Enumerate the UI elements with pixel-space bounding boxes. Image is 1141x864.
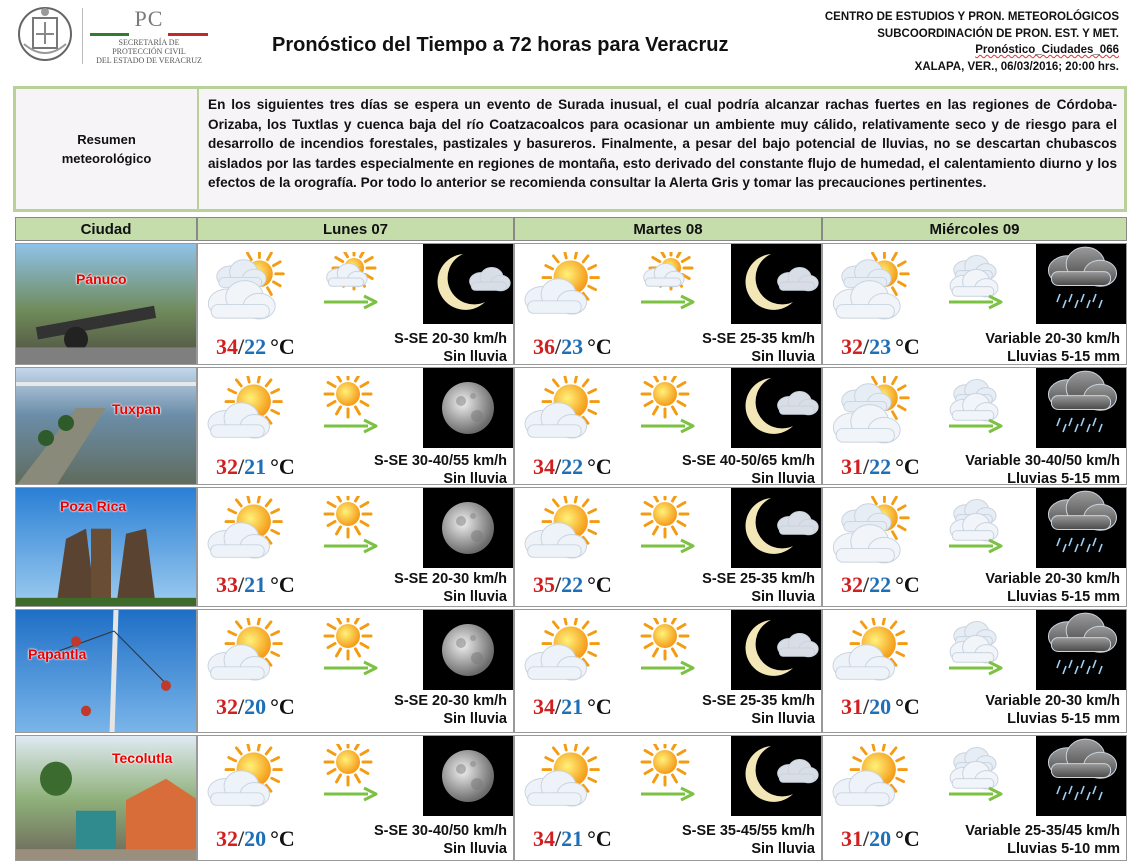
wind-rain-info (985, 692, 1120, 728)
wind-speed: S-SE 35-45/55 km/h (682, 823, 815, 839)
temp-min: 20 (244, 826, 267, 851)
wind-rain-info (702, 570, 815, 606)
forecast-cell (822, 243, 1127, 365)
rain-amount: Sin lluvia (751, 471, 815, 485)
temp-unit: °C (587, 334, 612, 359)
wind-rain-info (965, 822, 1120, 858)
temperature (216, 694, 295, 720)
temp-slash: / (863, 572, 870, 597)
column-header: Ciudad (15, 217, 197, 241)
sun-small-icon (322, 618, 382, 680)
city-name: Poza Rica (60, 498, 127, 514)
wind-rain-info (985, 570, 1120, 606)
temp-max: 34 (216, 334, 238, 359)
temp-min: 20 (869, 694, 892, 719)
sun-cloud-icon (521, 252, 607, 328)
wind-rain-info (682, 452, 815, 485)
wind-rain-info (965, 452, 1120, 485)
temp-max: 35 (533, 572, 555, 597)
temperature (216, 572, 295, 598)
temp-min: 20 (869, 826, 892, 851)
sun-small-icon (639, 618, 699, 680)
temp-max: 32 (841, 572, 863, 597)
rain-amount: Sin lluvia (443, 589, 507, 605)
sun-small-icon (639, 744, 699, 806)
wind-rain-info (985, 330, 1120, 365)
pc-logo-subtitle-1: SECRETARÍA DE (118, 38, 180, 47)
column-header: Martes 08 (514, 217, 822, 241)
temperature (216, 334, 295, 360)
moon-cloud-icon (731, 488, 821, 568)
temp-slash: / (863, 694, 870, 719)
wind-rain-info (394, 692, 507, 728)
temp-min: 20 (244, 694, 267, 719)
forecast-cell (514, 367, 822, 485)
wind-speed: Variable 30-40/50 km/h (965, 453, 1120, 469)
temp-min: 21 (244, 454, 267, 479)
moon-cloud-icon (731, 368, 821, 448)
summary-text: En los siguientes tres días se espera un evento de Surada inusual, el cual podría alcanzar rachas fuertes en las regiones de Córdoba-Orizaba, los Tuxtlas y cuenca baja del río Coatzacoalcos para ocasionar un ambiente muy cálido, relativamente seco y de riesgo para el desarrollo de incendios forestales, pastizales y basureros. Finalmente, a pesar del bajo potencial de lluvias, no se descartan chubascos aislados por las tardes especialmente en regiones de montaña, esto derivado del constante flujo de humedad, el calentamiento diurno y los efectos de la orografía. Por todo lo anterior se recomienda consultar la Alerta Gris y tomar las precauciones pertinentes. (208, 97, 1117, 191)
temp-slash: / (238, 694, 245, 719)
partly-cloudy-small-icon (322, 252, 382, 314)
temp-unit: °C (895, 454, 920, 479)
temp-slash: / (555, 454, 562, 479)
wind-speed: S-SE 40-50/65 km/h (682, 453, 815, 469)
rain-cloud-icon (1036, 610, 1126, 690)
temp-unit: °C (270, 694, 295, 719)
temp-unit: °C (895, 572, 920, 597)
temp-min: 22 (561, 572, 584, 597)
temp-max: 32 (841, 334, 863, 359)
issuer-info (825, 9, 1119, 75)
forecast-cell (822, 367, 1127, 485)
wind-rain-info (394, 570, 507, 606)
temp-unit: °C (587, 694, 612, 719)
sun-small-icon (639, 496, 699, 558)
temp-max: 34 (533, 826, 555, 851)
sun-cloud-icon (829, 744, 915, 820)
temp-min: 21 (561, 694, 584, 719)
wind-speed: Variable 20-30 km/h (985, 693, 1120, 709)
table-row (15, 609, 1127, 733)
partly-cloudy-icon (204, 252, 290, 328)
temp-max: 34 (533, 454, 555, 479)
temp-unit: °C (587, 826, 612, 851)
rain-amount: Sin lluvia (751, 589, 815, 605)
issuer-line-3: Pronóstico_Ciudades_066 (975, 44, 1119, 56)
partly-cloudy-icon (829, 252, 915, 328)
temp-max: 32 (216, 694, 238, 719)
forecast-cell (822, 735, 1127, 861)
temp-max: 32 (216, 454, 238, 479)
moon-cloud-icon (423, 244, 513, 324)
rain-cloud-icon (1036, 736, 1126, 816)
temperature (841, 572, 920, 598)
city-name: Tecolutla (112, 750, 173, 766)
sun-cloud-icon (521, 496, 607, 572)
temp-min: 23 (561, 334, 584, 359)
temperature (533, 454, 612, 480)
pc-logo-subtitle-2: PROTECCIÓN CIVIL (112, 47, 186, 56)
sun-cloud-icon (204, 618, 290, 694)
column-header: Lunes 07 (197, 217, 514, 241)
wind-rain-info (702, 330, 815, 365)
temp-slash: / (238, 572, 245, 597)
partly-cloudy-small-icon (639, 252, 699, 314)
city-name: Papantla (28, 646, 87, 662)
partly-cloudy-icon (829, 496, 915, 572)
temp-slash: / (238, 334, 245, 359)
temp-unit: °C (895, 694, 920, 719)
temp-max: 31 (841, 826, 863, 851)
wind-rain-info (374, 822, 507, 858)
temperature (216, 826, 295, 852)
wind-speed: Variable 20-30 km/h (985, 571, 1120, 587)
full-moon-icon (423, 736, 513, 816)
forecast-cell (197, 243, 514, 365)
temp-unit: °C (895, 334, 920, 359)
wind-speed: S-SE 20-30 km/h (394, 571, 507, 587)
sun-cloud-icon (521, 376, 607, 452)
city-photo (16, 368, 197, 485)
full-moon-icon (423, 610, 513, 690)
sun-cloud-icon (521, 618, 607, 694)
partly-cloudy-icon (829, 376, 915, 452)
temp-unit: °C (587, 454, 612, 479)
city-photo (16, 244, 197, 365)
temp-min: 22 (869, 454, 892, 479)
logo-divider (82, 8, 83, 64)
temp-slash: / (555, 572, 562, 597)
temp-max: 31 (841, 694, 863, 719)
city-photo (16, 610, 197, 733)
cloud-small-icon (947, 376, 1007, 438)
column-header: Miércoles 09 (822, 217, 1127, 241)
moon-cloud-icon (731, 244, 821, 324)
pc-logo-text: PC (134, 6, 164, 31)
temp-slash: / (555, 334, 562, 359)
full-moon-icon (423, 488, 513, 568)
table-row (15, 487, 1127, 607)
sun-small-icon (639, 376, 699, 438)
wind-speed: S-SE 30-40/55 km/h (374, 453, 507, 469)
temp-unit: °C (587, 572, 612, 597)
rain-amount: Sin lluvia (443, 841, 507, 857)
city-cell (15, 367, 197, 485)
temperature (841, 694, 920, 720)
temp-slash: / (863, 334, 870, 359)
temp-min: 22 (561, 454, 584, 479)
sun-cloud-icon (204, 744, 290, 820)
temp-max: 36 (533, 334, 555, 359)
summary-label (16, 89, 199, 209)
temp-min: 22 (869, 572, 892, 597)
temp-slash: / (555, 694, 562, 719)
city-cell (15, 735, 197, 861)
table-row (15, 735, 1127, 861)
pc-logo-bar (90, 33, 208, 36)
table-row (15, 367, 1127, 485)
moon-cloud-icon (731, 736, 821, 816)
temp-unit: °C (270, 826, 295, 851)
rain-amount: Sin lluvia (751, 841, 815, 857)
rain-amount: Sin lluvia (443, 471, 507, 485)
wind-speed: S-SE 25-35 km/h (702, 693, 815, 709)
rain-amount: Sin lluvia (751, 349, 815, 365)
temp-min: 21 (244, 572, 267, 597)
wind-speed: S-SE 25-35 km/h (702, 331, 815, 347)
forecast-cell (197, 367, 514, 485)
temp-unit: °C (270, 454, 295, 479)
sun-small-icon (322, 376, 382, 438)
page-title: Pronóstico del Tiempo a 72 horas para Veracruz (272, 34, 729, 56)
temp-min: 23 (869, 334, 892, 359)
rain-amount: Lluvias 5-15 mm (1007, 471, 1120, 485)
temp-slash: / (555, 826, 562, 851)
forecast-cell (822, 609, 1127, 733)
sun-cloud-icon (521, 744, 607, 820)
summary-label-text: Resumen meteorológico (61, 132, 152, 166)
issuer-line-1: CENTRO DE ESTUDIOS Y PRON. METEOROLÓGICOS (824, 11, 1119, 23)
sun-small-icon (322, 744, 382, 806)
city-cell (15, 243, 197, 365)
forecast-cell (514, 487, 822, 607)
city-name: Tuxpan (112, 401, 161, 417)
rain-cloud-icon (1036, 488, 1126, 568)
rain-cloud-icon (1036, 368, 1126, 448)
rain-amount: Sin lluvia (443, 711, 507, 727)
sun-small-icon (322, 496, 382, 558)
wind-speed: S-SE 20-30 km/h (394, 331, 507, 347)
wind-rain-info (394, 330, 507, 365)
temp-max: 32 (216, 826, 238, 851)
temp-slash: / (863, 826, 870, 851)
forecast-cell (197, 609, 514, 733)
temp-max: 31 (841, 454, 863, 479)
forecast-cell (197, 735, 514, 861)
temperature (216, 454, 295, 480)
forecast-cell (822, 487, 1127, 607)
wind-rain-info (374, 452, 507, 485)
temp-max: 34 (533, 694, 555, 719)
forecast-cell (197, 487, 514, 607)
moon-cloud-icon (731, 610, 821, 690)
city-name: Pánuco (76, 271, 127, 287)
temp-slash: / (238, 826, 245, 851)
temperature (533, 334, 612, 360)
wind-speed: S-SE 30-40/50 km/h (374, 823, 507, 839)
city-cell (15, 487, 197, 607)
temperature (533, 826, 612, 852)
page-header (0, 0, 1141, 84)
temperature (533, 572, 612, 598)
rain-amount: Lluvias 5-15 mm (1007, 711, 1120, 727)
weather-summary (13, 86, 1127, 212)
temperature (533, 694, 612, 720)
sun-cloud-icon (204, 376, 290, 452)
wind-speed: S-SE 25-35 km/h (702, 571, 815, 587)
table-row (15, 243, 1127, 365)
wind-speed: Variable 25-35/45 km/h (965, 823, 1120, 839)
forecast-cell (514, 735, 822, 861)
wind-speed: S-SE 20-30 km/h (394, 693, 507, 709)
temp-slash: / (238, 454, 245, 479)
cloud-small-icon (947, 252, 1007, 314)
full-moon-icon (423, 368, 513, 448)
cloud-small-icon (947, 618, 1007, 680)
temp-min: 21 (561, 826, 584, 851)
cloud-small-icon (947, 496, 1007, 558)
rain-amount: Lluvias 5-15 mm (1007, 589, 1120, 605)
rain-cloud-icon (1036, 244, 1126, 324)
temp-max: 33 (216, 572, 238, 597)
wind-rain-info (702, 692, 815, 728)
issue-date: XALAPA, VER., 06/03/2016; 20:00 hrs. (914, 60, 1119, 73)
temperature (841, 454, 920, 480)
wind-speed: Variable 20-30 km/h (985, 331, 1120, 347)
rain-amount: Sin lluvia (751, 711, 815, 727)
pc-logo (88, 6, 210, 65)
city-cell (15, 609, 197, 733)
cloud-small-icon (947, 744, 1007, 806)
temp-unit: °C (895, 826, 920, 851)
rain-amount: Sin lluvia (443, 349, 507, 365)
pc-logo-subtitle-3: DEL ESTADO DE VERACRUZ (96, 56, 202, 65)
temperature (841, 826, 920, 852)
temp-unit: °C (270, 334, 295, 359)
temperature (841, 334, 920, 360)
issuer-line-2: SUBCOORDINACIÓN DE PRON. EST. Y MET. (877, 27, 1119, 40)
wind-rain-info (682, 822, 815, 858)
temp-slash: / (863, 454, 870, 479)
temp-min: 22 (244, 334, 267, 359)
forecast-cell (514, 243, 822, 365)
rain-amount: Lluvias 5-10 mm (1007, 841, 1120, 857)
sun-cloud-icon (204, 496, 290, 572)
rain-amount: Lluvias 5-15 mm (1007, 349, 1120, 365)
veracruz-seal-icon (16, 4, 74, 64)
temp-unit: °C (270, 572, 295, 597)
sun-cloud-icon (829, 618, 915, 694)
forecast-cell (514, 609, 822, 733)
